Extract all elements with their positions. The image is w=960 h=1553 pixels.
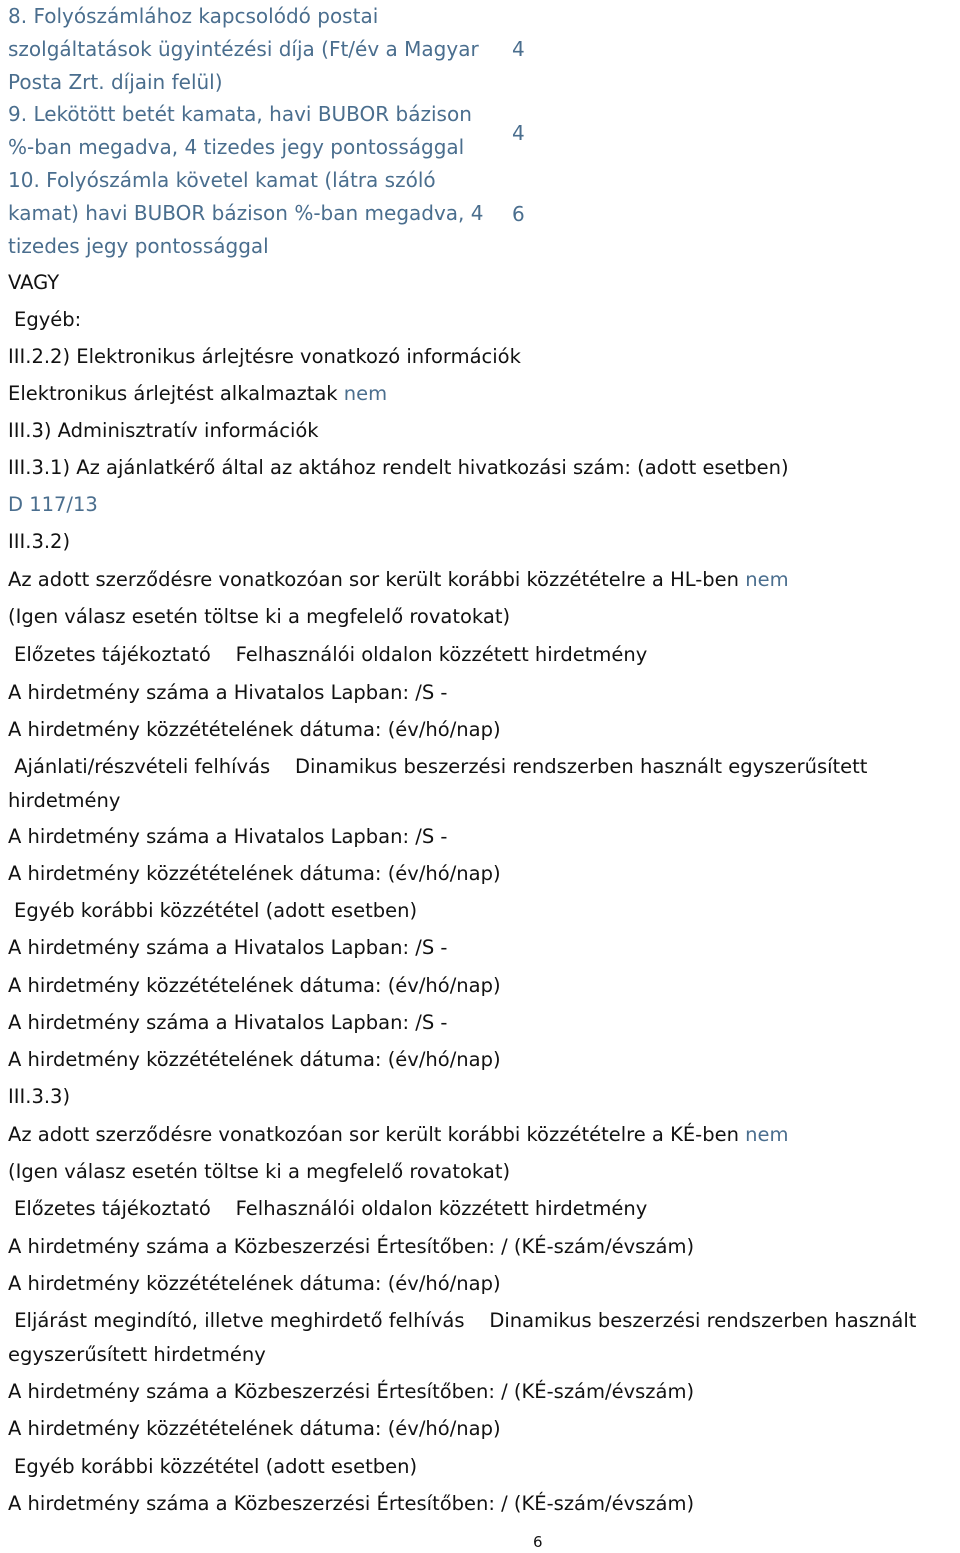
ke-option-row-1: [14, 1192, 647, 1226]
section-iii-3-1-title: III.3.1) Az ajánlatkérő által az aktához rendelt hivatkozási szám: (adott esetben): [8, 456, 789, 479]
hl-option-row-2: [8, 750, 953, 818]
ke-option-dps: Dinamikus beszerzési rendszerben használt egyszerűsített hirdetmény: [8, 1309, 917, 1366]
section-iii-3-3-title: III.3.3): [8, 1085, 71, 1108]
vagy-label: VAGY: [8, 271, 60, 294]
section-iii-2-2-title: III.2.2) Elektronikus árlejtésre vonatkozó információk: [8, 345, 521, 368]
criterion-9-weight: 4: [512, 121, 525, 145]
ke-hint: (Igen válasz esetén töltse ki a megfelelő rovatokat): [8, 1160, 511, 1183]
hl-answer: nem: [745, 568, 789, 591]
ke-notice-number-3: A hirdetmény száma a Közbeszerzési Értesítőben: / (KÉ-szám/évszám): [8, 1492, 695, 1515]
ke-option-buyer-profile: Felhasználói oldalon közzétett hirdetmény: [235, 1197, 648, 1220]
reference-number: D 117/13: [8, 493, 98, 516]
ke-notice-date-2: A hirdetmény közzétételének dátuma: (év/hó/nap): [8, 1417, 501, 1440]
hl-option-other: Egyéb korábbi közzététel (adott esetben): [14, 899, 418, 922]
section-iii-3-2-title: III.3.2): [8, 530, 71, 553]
ke-notice-number-1: A hirdetmény száma a Közbeszerzési Értesítőben: / (KÉ-szám/évszám): [8, 1235, 695, 1258]
ke-option-row-2: [8, 1304, 953, 1372]
hl-option-prior-info: Előzetes tájékoztató: [14, 643, 211, 666]
criterion-10-label: 10. Folyószámla követel kamat (látra szóló kamat) havi BUBOR bázison %-ban megadva, 4 tizedes jegy pontossággal: [8, 168, 484, 258]
auction-text: Elektronikus árlejtést alkalmaztak: [8, 382, 338, 405]
hl-notice-number-2: A hirdetmény száma a Hivatalos Lapban: /S -: [8, 825, 448, 848]
hl-option-buyer-profile: Felhasználói oldalon közzétett hirdetmény: [235, 643, 648, 666]
hl-question-row: [8, 563, 789, 597]
criterion-8-weight: 4: [512, 37, 525, 61]
ke-notice-number-2: A hirdetmény száma a Közbeszerzési Értesítőben: / (KÉ-szám/évszám): [8, 1380, 695, 1403]
criterion-10-weight: 6: [512, 202, 525, 226]
criterion-9-label: 9. Lekötött betét kamata, havi BUBOR bázison %-ban megadva, 4 tizedes jegy pontossággal: [8, 102, 472, 159]
hl-notice-number-4: A hirdetmény száma a Hivatalos Lapban: /S -: [8, 1011, 448, 1034]
ke-answer: nem: [745, 1123, 789, 1146]
hl-notice-date-4: A hirdetmény közzétételének dátuma: (év/hó/nap): [8, 1048, 501, 1071]
ke-option-other: Egyéb korábbi közzététel (adott esetben): [14, 1455, 418, 1478]
hl-notice-date-3: A hirdetmény közzétételének dátuma: (év/hó/nap): [8, 974, 501, 997]
hl-notice-number-1: A hirdetmény száma a Hivatalos Lapban: /S -: [8, 681, 448, 704]
hl-notice-date-2: A hirdetmény közzétételének dátuma: (év/hó/nap): [8, 862, 501, 885]
hl-notice-number-3: A hirdetmény száma a Hivatalos Lapban: /S -: [8, 936, 448, 959]
criterion-8-label: 8. Folyószámlához kapcsolódó postai szolgáltatások ügyintézési díja (Ft/év a Magyar Posta Zrt. díjain felül): [8, 4, 479, 94]
ke-question: Az adott szerződésre vonatkozóan sor került korábbi közzétételre a KÉ-ben: [8, 1123, 739, 1146]
page-number: 6: [533, 1533, 543, 1551]
hl-hint: (Igen válasz esetén töltse ki a megfelelő rovatokat): [8, 605, 511, 628]
ke-option-prior-info: Előzetes tájékoztató: [14, 1197, 211, 1220]
egyeb-label: Egyéb:: [14, 308, 82, 331]
hl-option-call: Ajánlati/részvételi felhívás: [14, 755, 271, 778]
hl-option-row-1: [14, 638, 647, 672]
section-iii-3-title: III.3) Adminisztratív információk: [8, 419, 319, 442]
ke-option-call: Eljárást megindító, illetve meghirdető felhívás: [14, 1309, 465, 1332]
hl-question: Az adott szerződésre vonatkozóan sor került korábbi közzétételre a HL-ben: [8, 568, 740, 591]
auction-value: nem: [343, 382, 388, 405]
auction-row: [8, 377, 387, 411]
ke-notice-date-1: A hirdetmény közzétételének dátuma: (év/hó/nap): [8, 1272, 501, 1295]
ke-question-row: [8, 1118, 789, 1152]
hl-option-dps: Dinamikus beszerzési rendszerben használt egyszerűsített hirdetmény: [8, 755, 868, 812]
hl-notice-date-1: A hirdetmény közzétételének dátuma: (év/hó/nap): [8, 718, 501, 741]
